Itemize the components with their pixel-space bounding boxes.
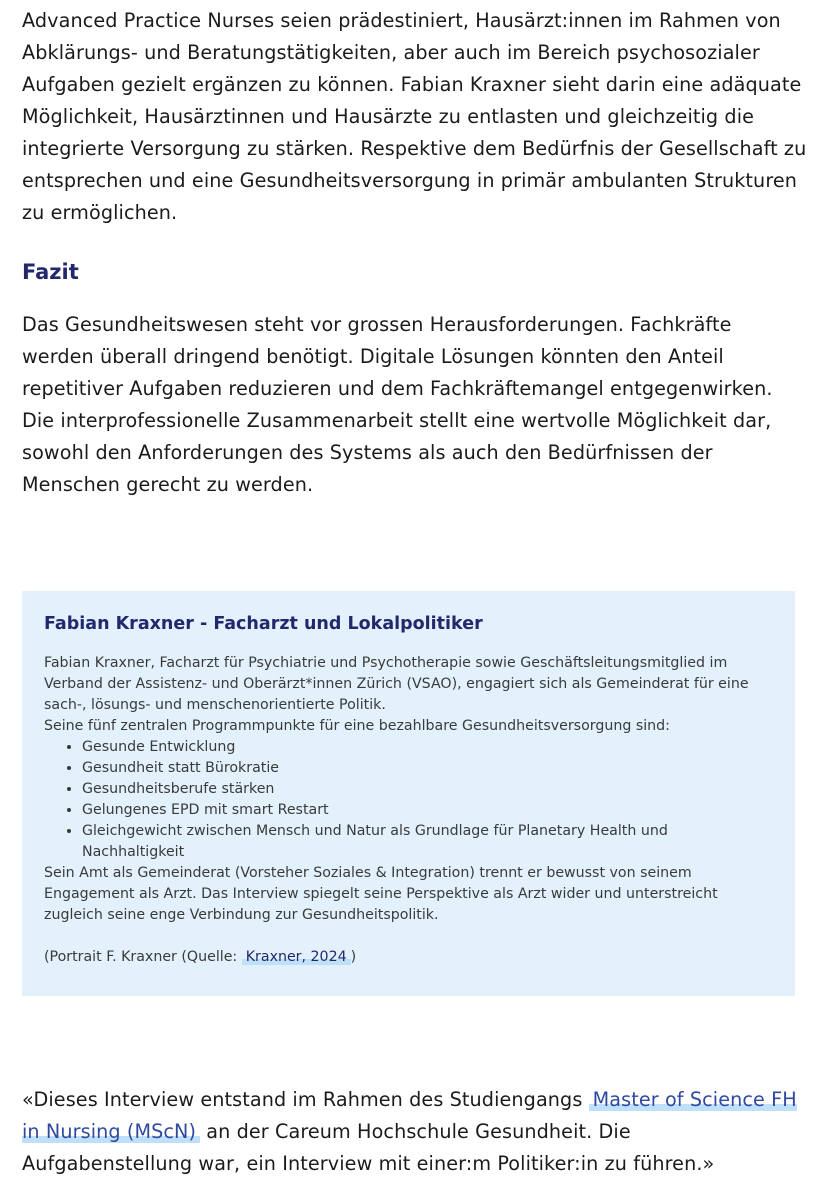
quote-suffix: an der Careum Hochschule Gesundheit. Die Aufgabenstellung war, ein Interview mit einer:m Politiker:in zu führen.» [22, 1120, 715, 1175]
source-link[interactable]: Kraxner, 2024 [242, 949, 351, 965]
caption-prefix: (Portrait F. Kraxner (Quelle: [44, 949, 238, 965]
infobox-title: Fabian Kraxner - Facharzt und Lokalpolitiker [44, 614, 483, 634]
footer-quote [22, 1084, 807, 1180]
list-item: • Gesundheit statt Bürokratie [82, 758, 773, 779]
spacer [44, 926, 773, 947]
fazit-paragraph: Das Gesundheitswesen steht vor grossen Herausforderungen. Fachkräfte werden überall dringend benötigt. Digitale Lösungen könnten den Anteil repetitiver Aufgaben reduzieren und dem Fachkräftemangel entgegenwirken. Die interprofessionelle Zusammenarbeit stellt eine wertvolle Möglichkeit dar, sowohl den Anforderungen des Systems als auch den Bedürfnissen der Menschen gerecht zu werden. [22, 313, 773, 496]
intro-paragraph: Advanced Practice Nurses seien prädestiniert, Hausärzt:innen im Rahmen von Abklärungs- und Beratungstätigkeiten, aber auch im Bereich psychosozialer Aufgaben gezielt ergänzen zu können. Fabian Kraxner sieht darin eine adäquate Möglichkeit, Hausärztinnen und Hausärzte zu entlasten und gleichzeitig die integrierte Versorgung zu stärken. Respektive dem Bedürfnis der Gesellschaft zu entsprechen und eine Gesundheitsversorgung in primär ambulanten Strukturen zu ermöglichen. [22, 9, 807, 224]
list-item: • Gelungenes EPD mit smart Restart [82, 800, 773, 821]
fazit-heading: Fazit [22, 260, 79, 284]
caption-suffix: ) [350, 949, 357, 965]
study-program-link[interactable]: Master of Science FH in Nursing (MScN) [22, 1088, 797, 1143]
infobox-bio: Fabian Kraxner, Facharzt für Psychiatrie und Psychotherapie sowie Geschäftsleitungsmitglied im Verband der Assistenz- und Oberärzt*innen Zürich (VSAO), engagiert sich als Gemeinderat für eine sach-, lösungs- und menschenorientierte Politik. [44, 655, 749, 713]
quote-prefix: «Dieses Interview entstand im Rahmen des Studiengangs [22, 1088, 583, 1111]
list-item: • Gleichgewicht zwischen Mensch und Natur als Grundlage für Planetary Health und Nachhaltigkeit [82, 821, 773, 863]
author-infobox [22, 591, 795, 996]
infobox-body [44, 653, 773, 968]
list-item: • Gesundheitsberufe stärken [82, 779, 773, 800]
portrait-caption [44, 947, 773, 968]
infobox-closing: Sein Amt als Gemeinderat (Vorsteher Soziales & Integration) trennt er bewusst von seinem Engagement als Arzt. Das Interview spiegelt seine Perspektive als Arzt wider und unterstreicht zugleich seine enge Verbindung zur Gesundheitspolitik. [44, 865, 718, 923]
list-item: • Gesunde Entwicklung [82, 737, 773, 758]
infobox-list-intro: Seine fünf zentralen Programmpunkte für eine bezahlbare Gesundheitsversorgung sind: [44, 718, 670, 734]
program-points-list [44, 737, 773, 863]
